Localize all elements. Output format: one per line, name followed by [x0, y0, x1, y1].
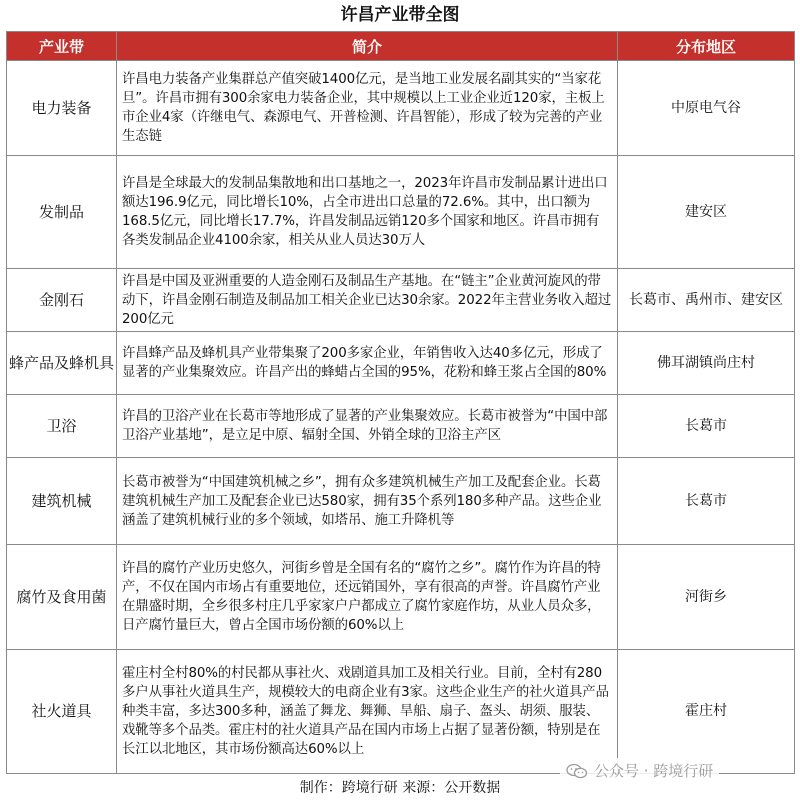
footer-credit: 制作：跨境行研 来源：公开数据: [299, 780, 501, 796]
table-row: [7, 269, 795, 332]
page-title: 许昌产业带全图: [340, 5, 460, 25]
industry-table: [6, 31, 795, 774]
region-cell: 佛耳湖镇尚庄村: [618, 332, 795, 395]
intro-cell: 霍庄村全村80%的村民都从事社火、戏剧道具加工及相关行业。目前，全村有280多户从事社火道具生产，规模较大的电商企业有3家。这些企业生产的社火道具产品种类丰富，多达300多种，涵盖了舞龙、舞狮、旱船、扇子、盔头、胡须、服装、戏靴等多个品类。霍庄村的社火道具产品在国内市场上占据了显著份额，特别是在长江以北地区，其市场份额高达60%以上: [117, 650, 618, 774]
region-cell: 中原电气谷: [618, 61, 795, 156]
column-header-industry: 产业带: [7, 32, 117, 61]
intro-cell: 许昌的卫浴产业在长葛市等地形成了显著的产业集聚效应。长葛市被誉为“中国中部卫浴产业基地”，是立足中原、辐射全国、外销全球的卫浴主产区: [117, 395, 618, 458]
region-cell: 长葛市、禹州市、建安区: [618, 269, 795, 332]
industry-cell: 社火道具: [7, 650, 117, 774]
industry-cell: 电力装备: [7, 61, 117, 156]
table-row: [7, 545, 795, 650]
region-cell: 长葛市: [618, 458, 795, 545]
intro-cell: 许昌蜂产品及蜂机具产业带集聚了200多家企业，年销售收入达40多亿元，形成了显著的产业集聚效应。许昌产出的蜂蜡占全国的95%，花粉和蜂王浆占全国的80%: [117, 332, 618, 395]
table-row: [7, 458, 795, 545]
region-cell: 建安区: [618, 156, 795, 269]
region-cell: 河街乡: [618, 545, 795, 650]
column-header-region: 分布地区: [618, 32, 795, 61]
region-cell: 长葛市: [618, 395, 795, 458]
table-row: [7, 650, 795, 774]
table-row: [7, 61, 795, 156]
intro-cell: 许昌电力装备产业集群总产值突破1400亿元，是当地工业发展名副其实的“当家花旦”。许昌市拥有300余家电力装备企业，其中规模以上工业企业近120家，主板上市企业4家（许继电气、森源电气、开普检测、许昌智能），形成了较为完善的产业生态链: [117, 61, 618, 156]
region-cell: 霍庄村: [618, 650, 795, 774]
industry-cell: 蜂产品及蜂机具: [7, 332, 117, 395]
industry-cell: 发制品: [7, 156, 117, 269]
table-row: [7, 332, 795, 395]
watermark-text: 公众号 · 跨境行研: [594, 762, 714, 780]
industry-cell: 金刚石: [7, 269, 117, 332]
intro-cell: 长葛市被誉为“中国建筑机械之乡”，拥有众多建筑机械生产加工及配套企业。长葛建筑机械生产加工及配套企业已达580家，拥有35个系列180多种产品。这些企业涵盖了建筑机械行业的多个领域，如塔吊、施工升降机等: [117, 458, 618, 545]
industry-cell: 卫浴: [7, 395, 117, 458]
industry-cell: 腐竹及食用菌: [7, 545, 117, 650]
industry-cell: 建筑机械: [7, 458, 117, 545]
intro-cell: 许昌是全球最大的发制品集散地和出口基地之一，2023年许昌市发制品累计进出口额达196.9亿元，同比增长10%，占全市进出口总量的72.6%。其中，出口额为168.5亿元，同比增长17.7%，许昌发制品远销120多个国家和地区。许昌市拥有各类发制品企业4100余家，相关从业人员达30万人: [117, 156, 618, 269]
column-header-intro: 简介: [117, 32, 618, 61]
table-row: [7, 395, 795, 458]
intro-cell: 许昌的腐竹产业历史悠久，河街乡曾是全国有名的“腐竹之乡”。腐竹作为许昌的特产，不仅在国内市场占有重要地位，还远销国外，享有很高的声誉。许昌腐竹产业在鼎盛时期，全乡很多村庄几乎家家户户都成立了腐竹家庭作坊，从业人员众多，日产腐竹量巨大，曾占全国市场份额的60%以上: [117, 545, 618, 650]
table-row: [7, 156, 795, 269]
intro-cell: 许昌是中国及亚洲重要的人造金刚石及制品生产基地。在“链主”企业黄河旋风的带动下，许昌金刚石制造及制品加工相关企业已达30余家。2022年主营业务收入超过200亿元: [117, 269, 618, 332]
table-header-row: [7, 32, 795, 61]
